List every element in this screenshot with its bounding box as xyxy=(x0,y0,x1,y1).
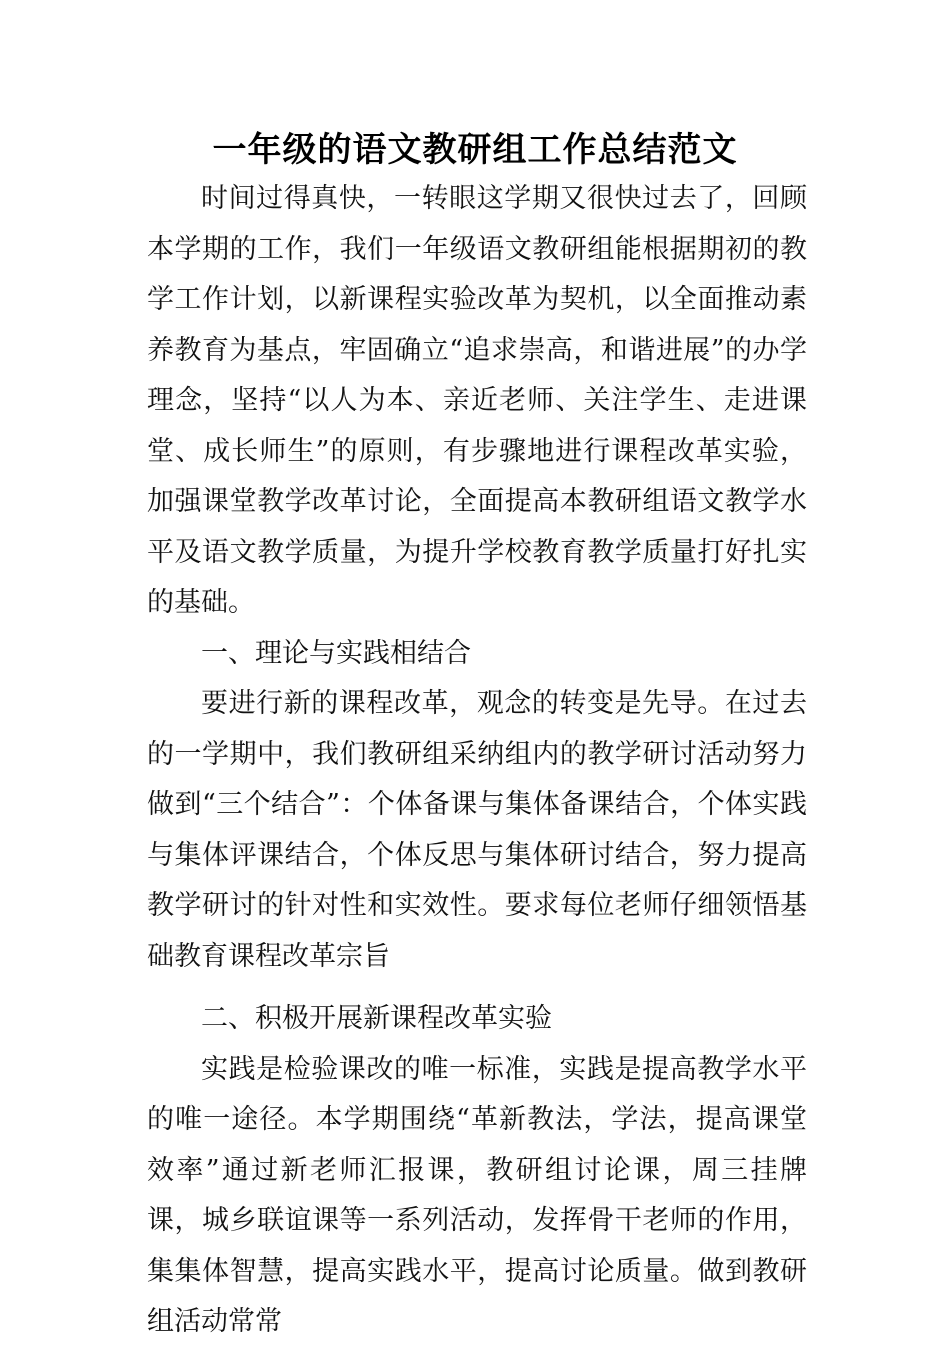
section-paragraph-curriculum-reform: 实践是检验课改的唯一标准，实践是提高教学水平的唯一途径。本学期围绕“革新教法，学法，提高课堂效率”通过新老师汇报课，教研组讨论课，周三挂牌课，城乡联谊课等一系列活动，发挥骨干老师的作用，集集体智慧，提高实践水平，提高讨论质量。做到教研组活动常常 xyxy=(147,1053,807,1337)
intro-paragraph: 时间过得真快，一转眼这学期又很快过去了，回顾本学期的工作，我们一年级语文教研组能根据期初的教学工作计划，以新课程实验改革为契机，以全面推动素养教育为基点，牢固确立“追求崇高，和谐进展”的办学理念，坚持“以人为本、亲近老师、关注学生、走进课堂、成长师生”的原则，有步骤地进行课程改革实验，加强课堂教学改革讨论，全面提高本教研组语文教学水平及语文教学质量，为提升学校教育教学质量打好扎实的基础。 xyxy=(147,183,807,618)
document-title: 一年级的语文教研组工作总结范文 xyxy=(212,130,738,170)
document-body xyxy=(147,174,807,1348)
section-heading-curriculum-reform: 二、积极开展新课程改革实验 xyxy=(201,1003,552,1034)
section-heading-theory-practice: 一、理论与实践相结合 xyxy=(201,637,471,669)
paragraph-gap xyxy=(147,982,807,994)
section-paragraph-theory-practice: 要进行新的课程改革，观念的转变是先导。在过去的一学期中，我们教研组采纳组内的教学研讨活动努力做到“三个结合”：个体备课与集体备课结合，个体实践与集体评课结合，个体反思与集体研讨结合，努力提高教学研讨的针对性和实效性。要求每位老师仔细领悟基础教育课程改革宗旨 xyxy=(147,688,807,972)
